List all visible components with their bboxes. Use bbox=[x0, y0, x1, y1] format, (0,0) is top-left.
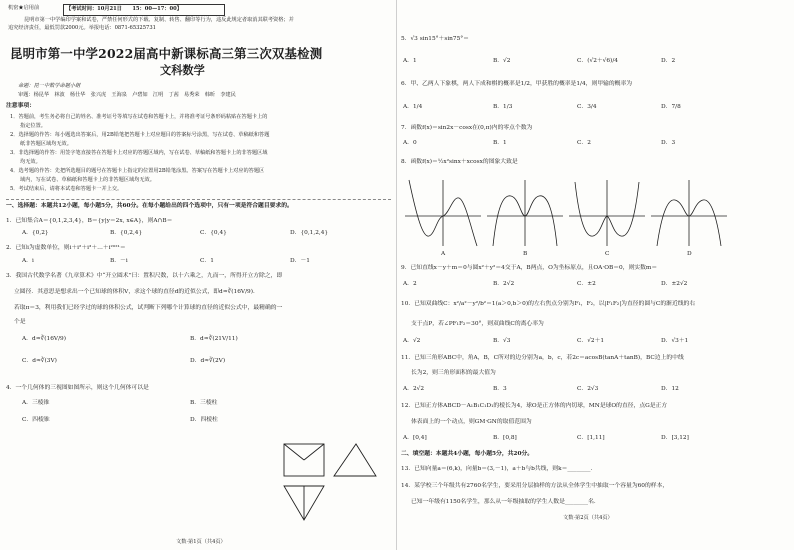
q2-opt-d: D．－1 bbox=[290, 258, 310, 264]
part2-heading: 二、填空题：本题共4小题，每小题5分，共20分。 bbox=[401, 451, 534, 457]
q7-opt-d: D．3 bbox=[661, 140, 676, 146]
q3-opt-c: C．d≈∛(3V) bbox=[22, 358, 57, 364]
q4-opt-c: C．四棱锥 bbox=[22, 417, 50, 423]
q3-line-1: 3．我国古代数学名著《九章算术》中“开立圆术”曰：置积尺数，以十六乘之，九而一，所得开立方除之，即 bbox=[6, 273, 283, 279]
q10-opt-c: C．√2＋1 bbox=[577, 338, 605, 344]
note-1b: 指定位置。 bbox=[20, 123, 46, 129]
q1-opt-b: B．{0,2,4} bbox=[110, 230, 143, 236]
q6-opt-a: A．1/4 bbox=[403, 104, 423, 110]
q10-line-1: 10．已知双曲线C：x²/a²－y²/b²＝1(a＞0,b＞0)的左右焦点分别为F₁，F₂，以|F₁F₂|为直径的圆与C的渐近线的右 bbox=[401, 301, 696, 307]
q3-line-2: 立圆径．其意思是想求出一个已知球的体积V，求这个球的直径d的近似公式，即d≈∛(16V/9)． bbox=[14, 289, 259, 295]
setter-line: 命题：昆一中数学命题小组 bbox=[18, 83, 81, 89]
q11-opt-b: B．3 bbox=[493, 386, 507, 392]
q8-stem: 8．函数f(x)＝½x²sinx＋xcosx的图象大致是 bbox=[401, 159, 518, 165]
note-3: 3．非选择题的作答：用签字笔直接答在答题卡上对应的答题区域内，写在试卷、草稿纸和答题卡上的非答题区域 bbox=[10, 150, 268, 156]
note-5: 5．考试结束后，请将本试卷和答题卡一并上交。 bbox=[10, 186, 123, 192]
reviewers-line: 审题：杨昆华 林波 杨仕华 张兴虎 王海泉 卢碧如 江明 丁茜 易秀荣 韩昕 李建民 bbox=[18, 92, 236, 98]
q9-opt-c: C．±2 bbox=[577, 281, 596, 287]
q7-stem: 7．函数f(x)＝sin2x－cosx在(0,π)内的零点个数为 bbox=[401, 125, 533, 131]
notice-line-2: 追究经济责任，最低罚款2000元。举报电话：0871-65325731 bbox=[8, 25, 156, 31]
q5-stem: 5．√3 sin15°＋sin75°＝ bbox=[401, 36, 469, 42]
q12-opt-a: A．[0,4] bbox=[403, 435, 427, 441]
q5-opt-d: D．2 bbox=[661, 58, 676, 64]
q9-opt-d: D．±2√2 bbox=[661, 281, 688, 287]
q7-opt-b: B．1 bbox=[493, 140, 507, 146]
q14-line-1: 14．某学校三个年级共有2760名学生，要采用分层抽样的方法从全体学生中抽取一个容量为60的样本， bbox=[401, 483, 669, 489]
q11-opt-c: C．2√3 bbox=[577, 386, 599, 392]
q5-opt-a: A．1 bbox=[403, 58, 417, 64]
q2-opt-b: B．－i bbox=[110, 258, 128, 264]
q1-opt-a: A．{0,2} bbox=[22, 230, 49, 236]
q5-opt-c: C．(√2＋√6)/4 bbox=[577, 58, 618, 64]
right-footer: 文数·第2页（共4页） bbox=[563, 515, 613, 521]
q2-opt-a: A．i bbox=[22, 258, 34, 264]
q8-graph-b bbox=[485, 178, 565, 248]
q14-line-2: 已知一年级有1150名学生，那么从一年级抽取的学生人数是________名． bbox=[411, 499, 600, 505]
three-view-figure bbox=[280, 440, 390, 525]
exam-subtitle: 文科数学 bbox=[160, 63, 205, 77]
q3-opt-a: A．d≈∛(16V/9) bbox=[22, 336, 66, 342]
q11-opt-a: A．2√2 bbox=[403, 386, 425, 392]
q12-line-1: 12．已知正方体ABCD－A₁B₁C₁D₁的棱长为4，球O是正方体的内切球，MN是球O的直径，点G是正方 bbox=[401, 403, 668, 409]
q4-opt-a: A．三棱锥 bbox=[22, 400, 50, 406]
q6-stem: 6．甲、乙两人下象棋，两人下成和棋的概率是1/2，甲获胜的概率是1/4，则甲输的概率为 bbox=[401, 81, 633, 87]
q10-opt-d: D．√3＋1 bbox=[661, 338, 689, 344]
q12-opt-b: B．[0,8] bbox=[493, 435, 517, 441]
q10-opt-a: A．√2 bbox=[403, 338, 421, 344]
q1-opt-d: D．{0,1,2,4} bbox=[290, 230, 329, 236]
q8-label-a: A bbox=[441, 251, 446, 257]
q12-opt-c: C．[1,11] bbox=[577, 435, 605, 441]
notice-line-1: 昆明市第一中学编印学案和试卷，严禁任何形式的下载、复制、转售、翻印等行为，违反此规定者取消其联考资格；并 bbox=[24, 17, 294, 23]
q4-opt-b: B．三棱柱 bbox=[190, 400, 218, 406]
part1-heading: 一、选择题：本题共12小题，每小题5分，共60分。在每小题给出的四个选项中，只有一项是符合题目要求的。 bbox=[6, 203, 293, 209]
divider bbox=[6, 199, 391, 200]
q8-label-d: D bbox=[687, 251, 692, 257]
q9-opt-a: A．2 bbox=[403, 281, 417, 287]
q8-label-b: B bbox=[523, 251, 528, 257]
q8-graph-a bbox=[403, 178, 483, 248]
q13-stem: 13．已知向量a＝(6,k)，向量b＝(3,－1)，a＋b与b共线，则k＝________． bbox=[401, 466, 597, 472]
note-1: 1．答题前，考生务必将自己的姓名、准考证号等填写在试卷和答题卡上，并将准考证号条形码粘贴在答题卡上的 bbox=[10, 114, 268, 120]
q2-opt-c: C．1 bbox=[200, 258, 214, 264]
confidential-tag: 机密★启用前 bbox=[8, 5, 40, 11]
exam-title: 昆明市第一中学2022届高中新课标高三第三次双基检测 bbox=[10, 46, 323, 61]
left-footer: 文数·第1页（共4页） bbox=[176, 539, 226, 545]
q8-graph-c bbox=[567, 178, 647, 248]
page-right bbox=[397, 0, 794, 550]
q6-opt-d: D．7/8 bbox=[661, 104, 681, 110]
q7-opt-c: C．2 bbox=[577, 140, 591, 146]
q12-line-2: 体表面上的一个动点，则GM·GN的取值范围为 bbox=[411, 419, 532, 425]
q3-opt-b: B．d≈∛(21V/11) bbox=[190, 336, 238, 342]
q8-label-c: C bbox=[605, 251, 610, 257]
q6-opt-c: C．3/4 bbox=[577, 104, 597, 110]
note-4: 4．选考题的作答：先把所选题目的题号在答题卡上指定的位置用2B铅笔涂黑。答案写在答题卡上对应的答题区 bbox=[10, 168, 265, 174]
note-4b: 域内，写在试卷、草稿纸和答题卡上的非答题区域均无效。 bbox=[20, 177, 155, 183]
q2-stem: 2．已知i为虚数单位，则i＋i²＋i³＋…＋i²⁰²¹＝ bbox=[6, 245, 126, 251]
q6-opt-b: B．1/3 bbox=[493, 104, 513, 110]
q10-opt-b: B．√3 bbox=[493, 338, 511, 344]
q10-line-2: 支于点P，若∠PF₁F₂＝30°，则双曲线C的离心率为 bbox=[411, 321, 544, 327]
q8-graph-d bbox=[649, 178, 729, 248]
notes-title: 注意事项： bbox=[6, 103, 35, 109]
exam-time: 【考试时间：10月21日 15：00—17：00】 bbox=[66, 6, 182, 12]
note-3b: 均无效。 bbox=[20, 159, 41, 165]
q4-opt-d: D．四棱柱 bbox=[190, 417, 218, 423]
q3-line-3: 若取π＝3，利用我们已经学过的球的体积公式，试判断下列哪个计算球的直径的近似公式中，最精确的一 bbox=[14, 305, 283, 311]
q11-line-2: 长为2，则三角形面积的最大值为 bbox=[411, 370, 496, 376]
q3-opt-d: D．d≈∛(2V) bbox=[190, 358, 226, 364]
q11-line-1: 11．已知三角形ABC中，角A，B，C所对的边分别为a，b，c，若2c＝acosB(tanA＋tanB)，BC边上的中线 bbox=[401, 355, 684, 361]
q1-stem: 1．已知集合A＝{0,1,2,3,4}，B＝{y|y＝2x, x∈A}，则A∩B＝ bbox=[6, 218, 173, 224]
q5-opt-b: B．√2 bbox=[493, 58, 511, 64]
q12-opt-d: D．[3,12] bbox=[661, 435, 689, 441]
q9-opt-b: B．2√2 bbox=[493, 281, 515, 287]
q1-opt-c: C．{0,4} bbox=[200, 230, 227, 236]
q4-stem: 4．一个几何体的三视图如图所示，则这个几何体可以是 bbox=[6, 385, 149, 391]
note-2: 2．选择题的作答：每小题选出答案后，用2B铅笔把答题卡上对应题目的答案标号涂黑，写在试卷、草稿纸和答题 bbox=[10, 132, 270, 138]
q7-opt-a: A．0 bbox=[403, 140, 417, 146]
q3-line-4: 个是 bbox=[14, 319, 26, 325]
q9-stem: 9．已知直线x－y＋m＝0与圆x²＋y²＝4交于A，B两点，O为坐标原点，且OA·OB＝0，则实数m＝ bbox=[401, 265, 658, 271]
q11-opt-d: D．12 bbox=[661, 386, 679, 392]
note-2b: 纸非答题区域均无效。 bbox=[20, 141, 72, 147]
